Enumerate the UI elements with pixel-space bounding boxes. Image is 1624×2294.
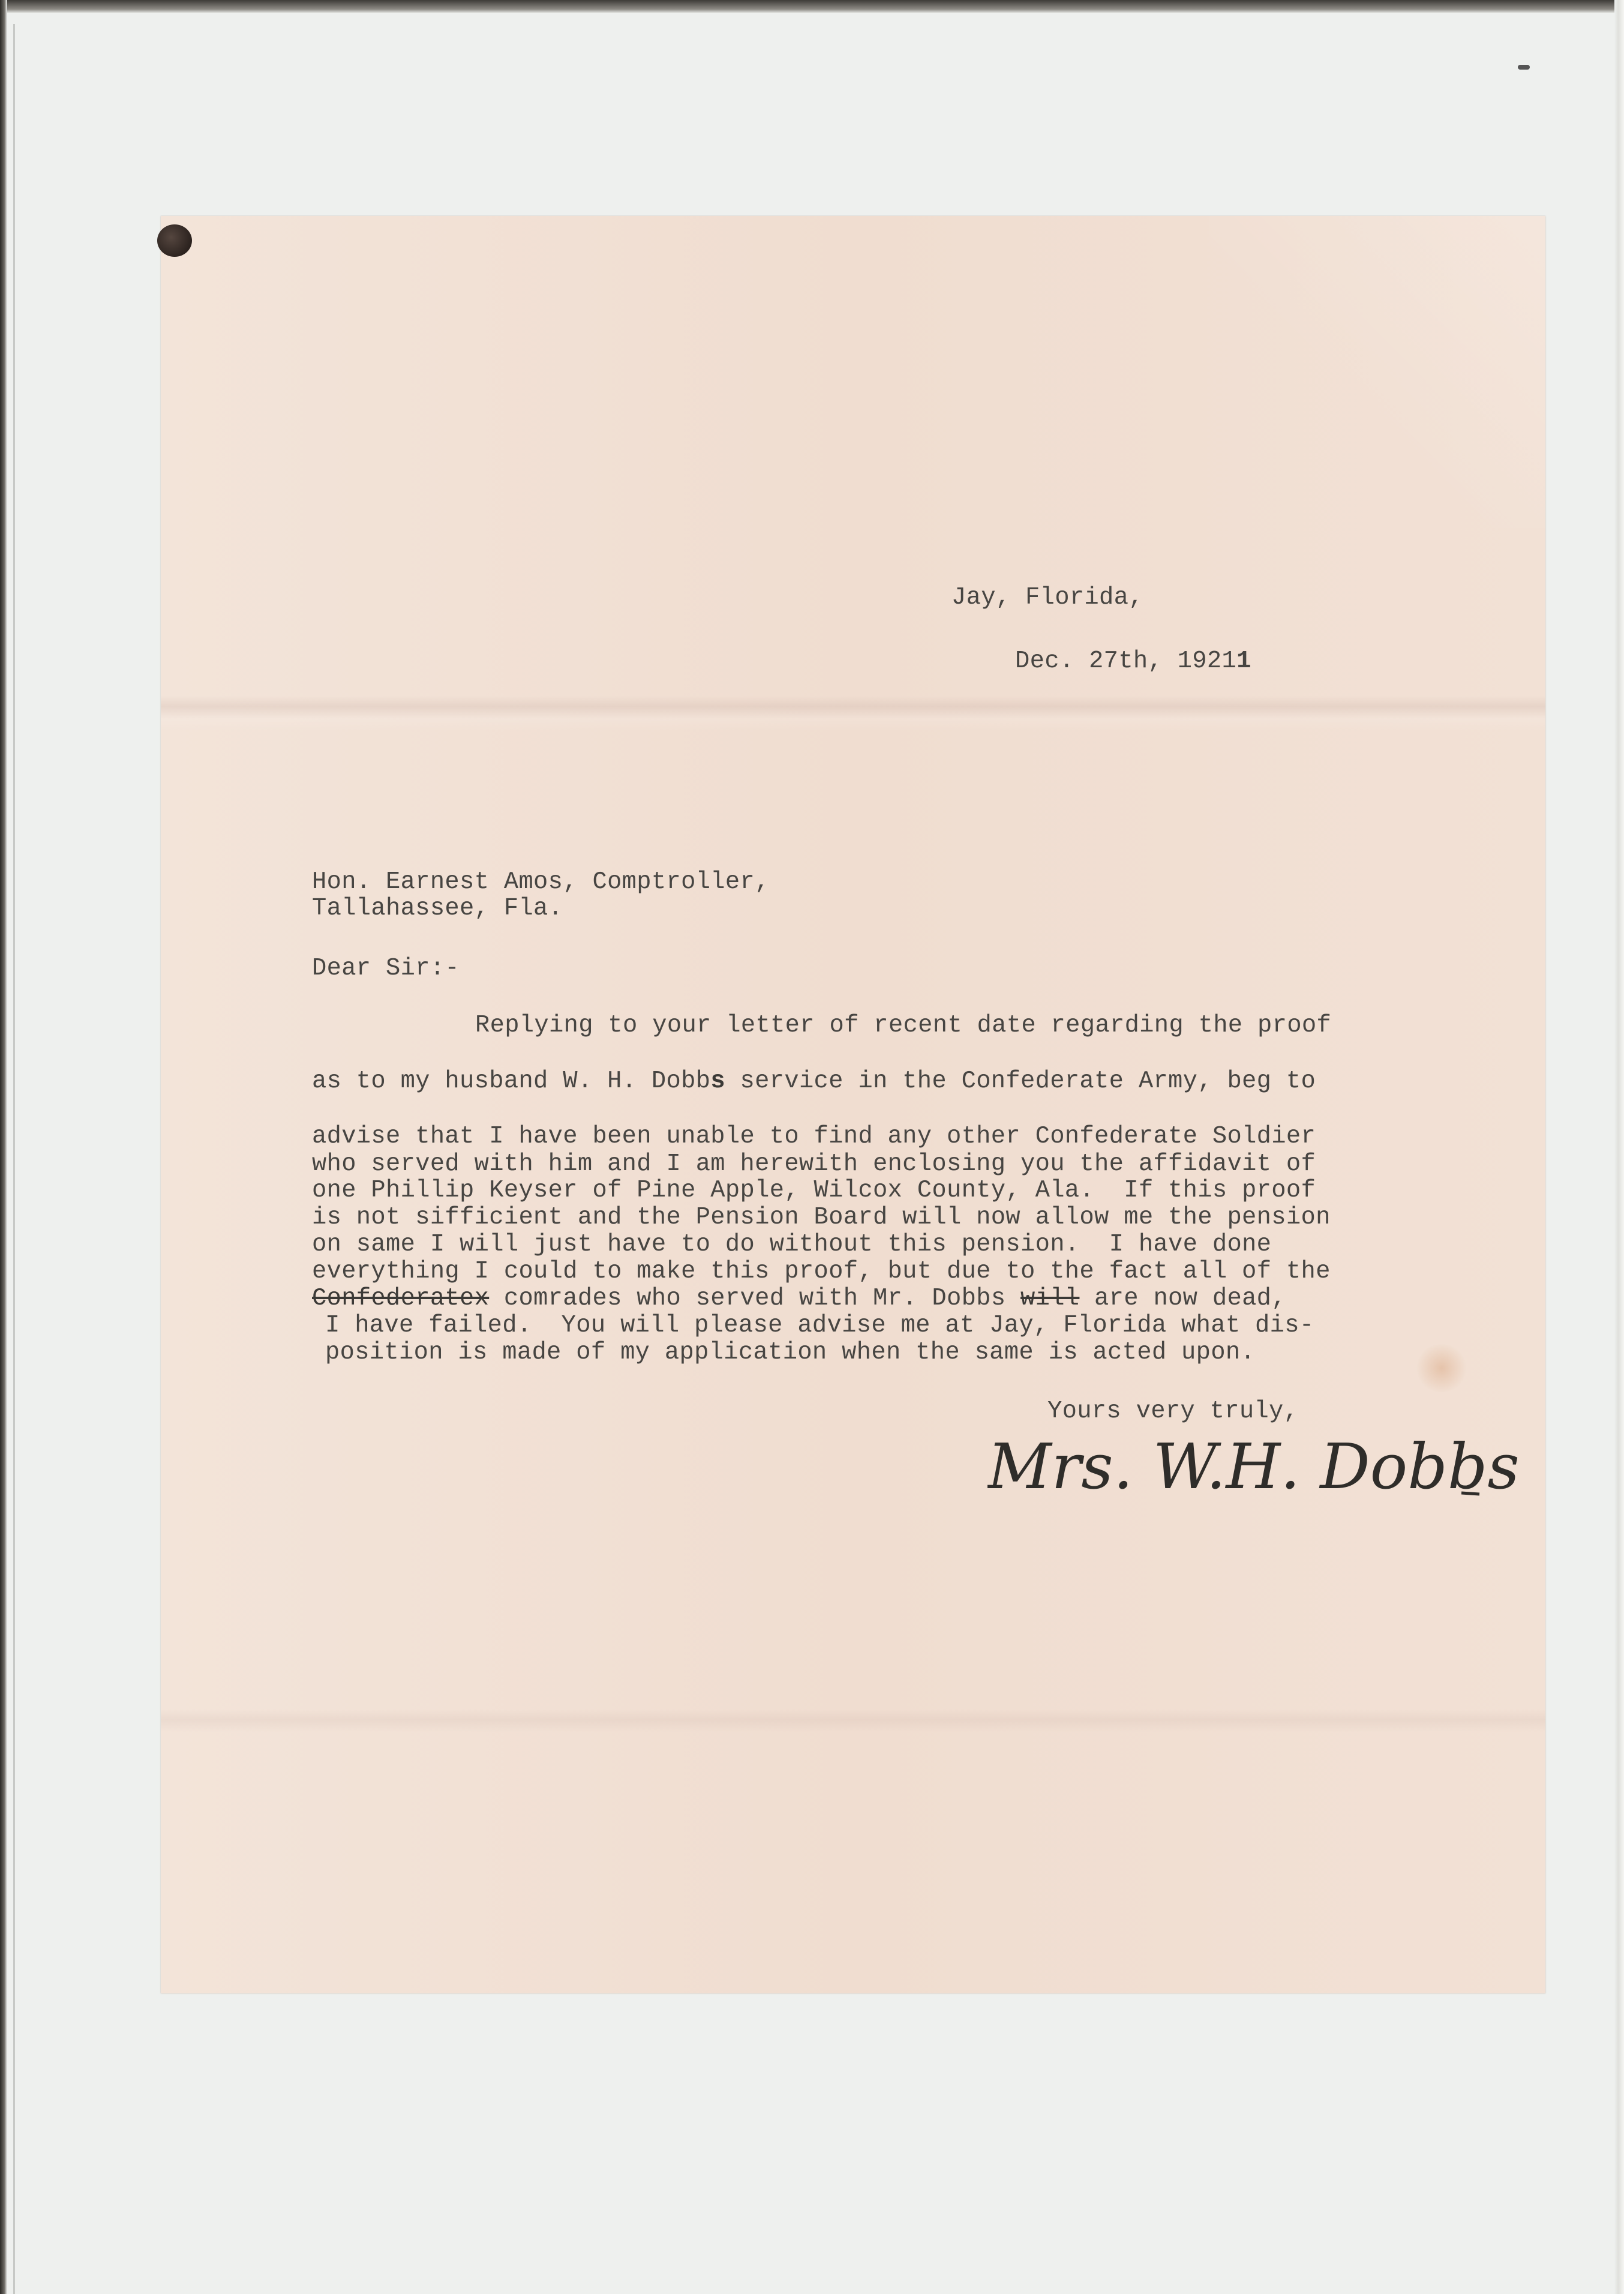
- date-trailing-mark: 1: [1236, 647, 1251, 675]
- scanner-speck: [1518, 65, 1530, 70]
- body-line-4: who served with him and I am herewith enclosing you the affidavit of: [312, 1150, 1316, 1178]
- addressee-line-2: Tallahassee, Fla.: [312, 895, 563, 922]
- scanner-right-edge: [1614, 0, 1624, 2294]
- punch-hole: [157, 224, 192, 257]
- struck-word-1: Confederatex: [312, 1285, 490, 1312]
- body-line-2a: as to my husband W. H. Dobb: [312, 1067, 711, 1095]
- body-line-6: is not sifficient and the Pension Board will now allow me the pension: [312, 1204, 1331, 1231]
- body-line-3: advise that I have been unable to find any other Confederate Soldier: [312, 1123, 1316, 1150]
- salutation: Dear Sir:-: [312, 955, 460, 982]
- body-line-2: [312, 1067, 1316, 1096]
- folded-corner: [1209, 216, 1545, 528]
- letter-sheet: [161, 216, 1545, 1993]
- addressee-line-1: Hon. Earnest Amos, Comptroller,: [312, 868, 770, 896]
- overtyped-char: s: [710, 1067, 725, 1095]
- body-line-1: Replying to your letter of recent date regarding the proof: [475, 1012, 1332, 1039]
- closing: Yours very truly,: [1047, 1398, 1299, 1425]
- body-line-11: position is made of my application when the same is acted upon.: [325, 1339, 1256, 1366]
- date-line: [1015, 647, 1251, 676]
- body-line-5: one Phillip Keyser of Pine Apple, Wilcox County, Ala. If this proof: [312, 1177, 1316, 1204]
- body-line-8: everything I could to make this proof, but due to the fact all of the: [312, 1258, 1331, 1285]
- signature: [987, 1422, 1527, 1512]
- body-line-10: I have failed. You will please advise me at Jay, Florida what dis-: [325, 1312, 1314, 1339]
- body-line-9a: comrades who served with Mr. Dobbs: [489, 1285, 1020, 1312]
- struck-word-2: will: [1020, 1285, 1080, 1312]
- place-line: Jay, Florida,: [951, 584, 1143, 611]
- scanner-left-line: [13, 24, 15, 2294]
- body-line-9b: are now dead,: [1079, 1285, 1286, 1312]
- scanner-left-edge: [0, 0, 7, 2294]
- paper-stain: [1415, 1344, 1469, 1392]
- body-line-7: on same I will just have to do without this pension. I have done: [312, 1231, 1272, 1258]
- body-line-2b: service in the Confederate Army, beg to: [725, 1067, 1316, 1095]
- signature-text: Mrs. W.H. Dobbs: [987, 1430, 1520, 1503]
- signature-tail: [1461, 1493, 1479, 1494]
- date-text: Dec. 27th, 1921: [1015, 647, 1237, 675]
- scanner-top-edge: [0, 0, 1624, 13]
- body-line-9: [312, 1284, 1286, 1313]
